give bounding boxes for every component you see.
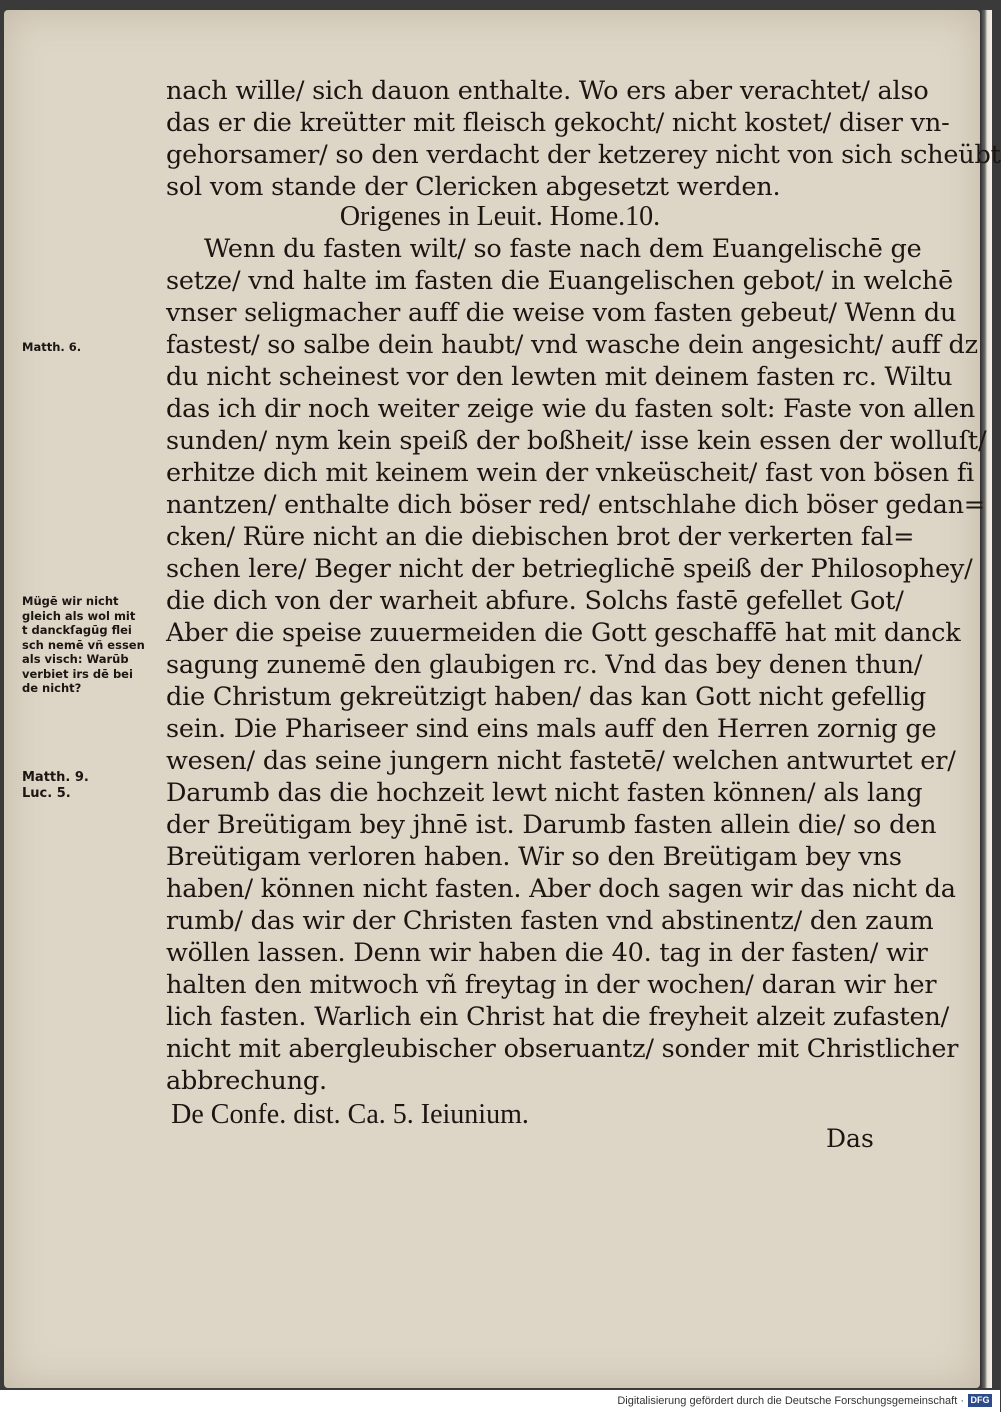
marginal-line: gleich als wol mit (22, 608, 136, 623)
text-line: halten den mitwoch vñ freytag in der wochen/ daran wir her (166, 970, 937, 1000)
text-line: cken/ Rüre nicht an die diebischen brot der verkerten fal= (166, 522, 915, 552)
text-line: schen lere/ Beger nicht der betrieglichē speiß der Philosophey/ (166, 554, 973, 584)
marginal-line: t danckſagūg flei (22, 623, 132, 637)
text-line: abbrechung. (166, 1066, 327, 1096)
marginal-line: de nicht? (22, 681, 82, 695)
marginal-note-gloss (22, 594, 162, 696)
text-line: der Breütigam bey jhnē ist. Darumb fasten allein die/ so den (166, 810, 937, 840)
marginal-line: Luc. 5. (22, 786, 71, 801)
text-line: du nicht scheinest vor den lewten mit deinem fasten rc. Wiltu (166, 362, 953, 392)
text-line: nantzen/ enthalte dich böser red/ entschlahe dich böser gedan= (166, 490, 985, 520)
marginal-line: als visch: Warūb (22, 652, 129, 666)
text-line: wöllen lassen. Denn wir haben die 40. tag in der fasten/ wir (166, 938, 928, 968)
text-line: die Christum gekreützigt haben/ das kan Gott nicht gefellig (166, 682, 927, 712)
marginal-note-matth9 (22, 770, 162, 802)
text-line: rumb/ das wir der Christen fasten vnd abstinentz/ den zaum (166, 906, 934, 936)
text-line: nicht mit abergleubischer obseruantz/ sonder mit Christlicher (166, 1034, 959, 1064)
text-line: fastest/ so salbe dein haubt/ vnd wasche dein angesicht/ auff dz (166, 330, 978, 360)
marginal-line: Matth. 9. (22, 770, 89, 785)
text-line: sagung zunemē den glaubigen rc. Vnd das bey denen thun/ (166, 650, 923, 680)
text-line: setze/ vnd halte im fasten die Euangelischen gebot/ in welchē (166, 266, 954, 296)
text-line: Darumb das die hochzeit lewt nicht fasten können/ als lang (166, 778, 923, 808)
text-line: die dich von der warheit abfure. Solchs fastē gefellet Got/ (166, 586, 904, 616)
catchword: Das (826, 1124, 874, 1153)
text-line: erhitze dich mit keinem wein der vnkeüscheit/ fast von bösen fi (166, 458, 975, 488)
section-heading-origenes: Origenes in Leuit. Home.10. (339, 201, 661, 232)
text-line: lich fasten. Warlich ein Christ hat die freyheit alzeit zufasten/ (166, 1002, 949, 1032)
marginal-note-matth6 (22, 340, 162, 355)
text-line: vnser seligmacher auff die weise vom fasten gebeut/ Wenn du (166, 298, 957, 328)
text-line: nach wille/ sich dauon enthalte. Wo ers aber verachtet/ also (166, 76, 929, 106)
marginal-line: Mügē wir nicht (22, 594, 119, 608)
text-line: sein. Die Phariseer sind eins mals auff den Herren zornig ge (166, 714, 937, 744)
marginal-line: Matth. 6. (22, 340, 82, 354)
footer-bar (0, 1390, 1000, 1412)
text-line: sol vom stande der Clericken abgesetzt werden. (166, 172, 781, 202)
text-line: das er die kreütter mit fleisch gekocht/ nicht kostet/ diser vn- (166, 108, 950, 138)
funding-credit: Digitalisierung gefördert durch die Deutsche Forschungsgemeinschaft · (617, 1395, 964, 1407)
text-line: sunden/ nym kein speiß der boßheit/ isse kein essen der wolluſt/ (166, 426, 987, 456)
marginal-line: verbiet irs dē bei (22, 666, 133, 681)
section-heading-confe: De Confe. dist. Ca. 5. Ieiunium. (171, 1099, 529, 1130)
text-line: Breütigam verloren haben. Wir so den Breütigam bey vns (166, 842, 902, 872)
text-line: das ich dir noch weiter zeige wie du fasten solt: Faste von allen (166, 394, 976, 424)
dfg-logo: DFG (968, 1394, 992, 1407)
text-line: haben/ können nicht fasten. Aber doch sagen wir das nicht da (166, 874, 956, 904)
text-line: Wenn du fasten wilt/ so faste nach dem Euangelischē ge (204, 234, 922, 264)
text-line: Aber die speise zuuermeiden die Gott geschaffē hat mit danck (166, 618, 961, 648)
marginal-line: sch nemē vñ essen (22, 637, 145, 652)
text-line: gehorsamer/ so den verdacht der ketzerey nicht von sich scheübt (166, 140, 1001, 170)
text-line: wesen/ das seine jungern nicht fastetē/ welchen antwurtet er/ (166, 746, 956, 776)
